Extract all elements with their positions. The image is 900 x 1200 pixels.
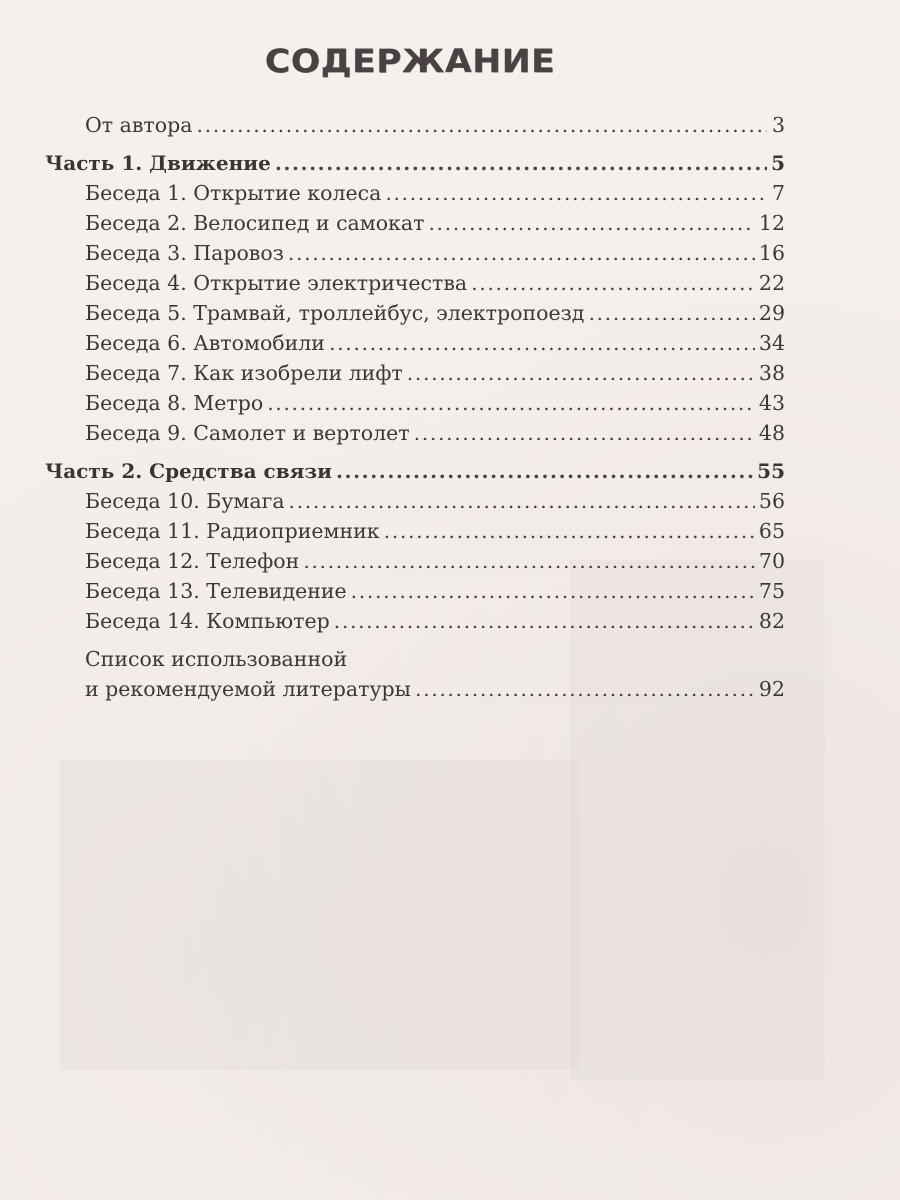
toc-entry-label: Беседа 4. Открытие электричества [85,271,468,295]
toc-page-number: 29 [758,301,785,325]
toc-entry-label: Беседа 5. Трамвай, троллейбус, электропоезд [85,301,585,325]
toc-part-1[interactable] [45,148,785,178]
toc-entry[interactable] [45,546,785,576]
toc-entry[interactable] [45,516,785,546]
toc-entry-label: Беседа 14. Компьютер [85,609,330,633]
dot-leader [385,178,767,208]
toc-entry-label: Беседа 2. Велосипед и самокат [85,211,425,235]
dot-leader [303,546,755,576]
dot-leader [415,674,755,704]
toc-page-number: 92 [758,677,785,701]
toc-page-number: 48 [758,421,785,445]
dot-leader [267,388,755,418]
toc-page-number: 3 [771,113,785,137]
toc-entry-label: Беседа 11. Радиоприемник [85,519,380,543]
dot-leader [336,456,753,486]
toc-page-number: 55 [757,459,785,483]
dot-leader [588,298,754,328]
toc-entry-label: От автора [85,113,193,137]
toc-page-number: 43 [758,391,785,415]
toc-entry[interactable] [45,328,785,358]
toc-entry[interactable] [45,486,785,516]
toc-part-2[interactable] [45,456,785,486]
toc-page-number: 38 [758,361,785,385]
dot-leader [196,110,767,140]
toc-entry-label: Беседа 12. Телефон [85,549,300,573]
toc-entry[interactable] [45,268,785,298]
toc-page-number: 12 [758,211,785,235]
toc-entry-label: Беседа 3. Паровоз [85,241,284,265]
toc-entry-label: Беседа 13. Телевидение [85,579,347,603]
dot-leader [471,268,755,298]
dot-leader [334,606,755,636]
toc-entry[interactable] [45,606,785,636]
page-title: СОДЕРЖАНИЕ [264,42,556,80]
dot-leader [407,358,755,388]
toc-entry-line2 [85,674,785,704]
toc-entry-label: Беседа 9. Самолет и вертолет [85,421,410,445]
toc-page-number: 75 [758,579,785,603]
toc-entry-author[interactable] [45,110,785,140]
toc-entry[interactable] [45,576,785,606]
toc-page-number: 65 [758,519,785,543]
toc-page-number: 22 [758,271,785,295]
toc-entry-label: Беседа 1. Открытие колеса [85,181,382,205]
toc-entry-label: Беседа 8. Метро [85,391,264,415]
toc-entry[interactable] [45,208,785,238]
toc-entry[interactable] [45,238,785,268]
dot-leader [384,516,755,546]
toc-part-label: Часть 1. Движение [45,151,271,175]
dot-leader [289,486,755,516]
dot-leader [288,238,755,268]
toc-page-number: 34 [758,331,785,355]
toc-entry-label-line1: Список использованной [85,647,348,671]
toc-entry[interactable] [45,418,785,448]
bleed-through-block [60,760,580,1070]
toc-entry[interactable] [45,358,785,388]
dot-leader [329,328,755,358]
toc-entry-label: Беседа 7. Как изобрели лифт [85,361,403,385]
toc-part-label: Часть 2. Средства связи [45,459,332,483]
table-of-contents [45,110,785,704]
toc-page-number: 7 [771,181,785,205]
toc-entry-label: Беседа 10. Бумага [85,489,285,513]
toc-entry[interactable] [45,178,785,208]
dot-leader [275,148,767,178]
toc-entry-bibliography[interactable] [45,644,785,704]
toc-page-number: 56 [758,489,785,513]
toc-entry-label: Беседа 6. Автомобили [85,331,325,355]
toc-page-number: 16 [758,241,785,265]
toc-entry[interactable] [45,298,785,328]
toc-page-number: 70 [758,549,785,573]
dot-leader [351,576,755,606]
toc-page-number: 5 [771,151,785,175]
dot-leader [428,208,754,238]
toc-entry-label-line2: и рекомендуемой литературы [85,677,411,701]
toc-entry[interactable] [45,388,785,418]
toc-page-number: 82 [758,609,785,633]
dot-leader [414,418,755,448]
